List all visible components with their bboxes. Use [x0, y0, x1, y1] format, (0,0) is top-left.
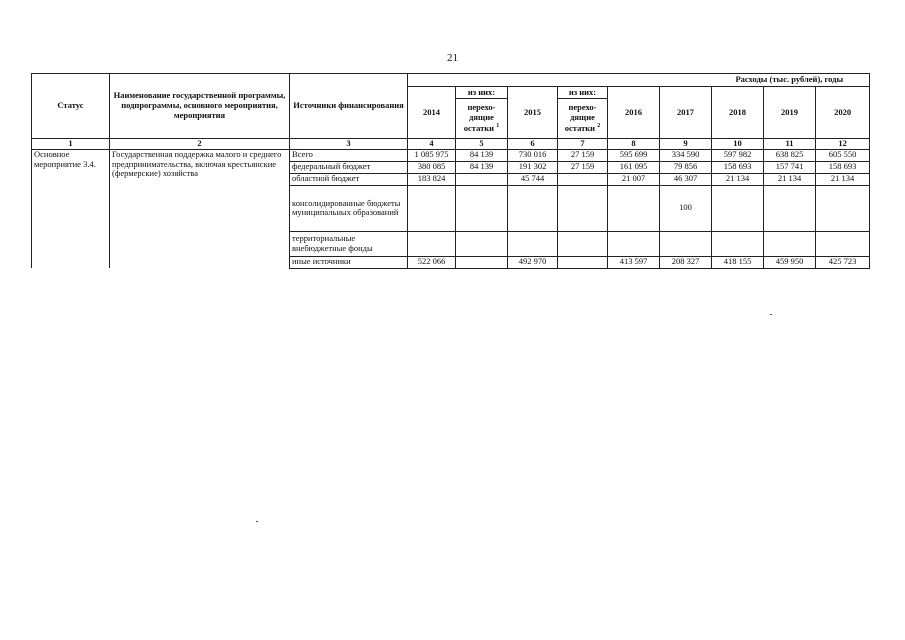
value-cell	[408, 231, 456, 256]
header-name: Наименование государственной программы, подпрограммы, основного мероприятия, мероприятия	[110, 74, 290, 139]
header-year-2017: 2017	[660, 87, 712, 139]
col-number: 3	[290, 139, 408, 150]
header-year-2015: 2015	[508, 87, 558, 139]
value-cell: 730 016	[508, 149, 558, 161]
value-cell: 595 699	[608, 149, 660, 161]
value-cell: 46 307	[660, 173, 712, 185]
column-numbers-row	[32, 139, 870, 150]
value-cell: 158 693	[816, 161, 870, 173]
value-cell: 1 085 975	[408, 149, 456, 161]
value-cell	[408, 185, 456, 231]
header-year-2016: 2016	[608, 87, 660, 139]
value-cell	[558, 256, 608, 268]
source-cell: территориальные внебюджетные фонды	[290, 231, 408, 256]
value-cell: 597 982	[712, 149, 764, 161]
value-cell: 413 597	[608, 256, 660, 268]
value-cell: 161 095	[608, 161, 660, 173]
value-cell: 100	[660, 185, 712, 231]
source-cell: иные источники	[290, 256, 408, 268]
header-year-2014: 2014	[408, 87, 456, 139]
col-number: 4	[408, 139, 456, 150]
header-year-2020: 2020	[816, 87, 870, 139]
value-cell: 21 007	[608, 173, 660, 185]
value-cell: 21 134	[764, 173, 816, 185]
header-status: Статус	[32, 74, 110, 139]
value-cell	[660, 231, 712, 256]
value-cell	[456, 231, 508, 256]
col-number: 8	[608, 139, 660, 150]
value-cell: 334 590	[660, 149, 712, 161]
value-cell	[816, 185, 870, 231]
value-cell	[558, 173, 608, 185]
header-year-2019: 2019	[764, 87, 816, 139]
header-of-which-2: из них:	[558, 87, 608, 99]
value-cell: 208 327	[660, 256, 712, 268]
value-cell: 380 085	[408, 161, 456, 173]
value-cell: 45 744	[508, 173, 558, 185]
col-number: 10	[712, 139, 764, 150]
col-number: 6	[508, 139, 558, 150]
value-cell	[816, 231, 870, 256]
record-status: Основное мероприятие 3.4.	[32, 149, 110, 268]
value-cell	[456, 173, 508, 185]
source-cell: консолидированные бюджеты муниципальных образований	[290, 185, 408, 231]
col-number: 2	[110, 139, 290, 150]
header-year-2018: 2018	[712, 87, 764, 139]
col-number: 9	[660, 139, 712, 150]
header-carryover-2: перехо-дящие остатки $^2$	[558, 99, 608, 139]
page-number: 21	[447, 52, 458, 64]
source-cell: областной бюджет	[290, 173, 408, 185]
value-cell	[558, 231, 608, 256]
value-cell	[712, 231, 764, 256]
value-cell: 425 723	[816, 256, 870, 268]
value-cell: 27 159	[558, 161, 608, 173]
scan-speck	[770, 314, 772, 315]
record-name: Государственная поддержка малого и среднего предпринимательства, включая крестьянские (фермерские) хозяйства	[110, 149, 290, 268]
value-cell	[508, 185, 558, 231]
value-cell: 492 970	[508, 256, 558, 268]
value-cell: 605 550	[816, 149, 870, 161]
value-cell: 418 155	[712, 256, 764, 268]
value-cell	[764, 185, 816, 231]
source-cell: федеральный бюджет	[290, 161, 408, 173]
value-cell: 191 302	[508, 161, 558, 173]
expenses-table	[31, 73, 870, 269]
value-cell: 84 139	[456, 161, 508, 173]
col-number: 7	[558, 139, 608, 150]
scan-speck	[256, 521, 258, 522]
value-cell	[558, 185, 608, 231]
value-cell	[456, 185, 508, 231]
header-expenses: Расходы (тыс. рублей), годы	[408, 74, 870, 87]
value-cell: 84 139	[456, 149, 508, 161]
header-carryover-1: перехо-дящие остатки $^1$	[456, 99, 508, 139]
table-row	[32, 149, 870, 161]
col-number: 1	[32, 139, 110, 150]
value-cell: 183 824	[408, 173, 456, 185]
value-cell	[608, 185, 660, 231]
value-cell	[608, 231, 660, 256]
col-number: 11	[764, 139, 816, 150]
value-cell	[764, 231, 816, 256]
value-cell: 638 825	[764, 149, 816, 161]
value-cell: 27 159	[558, 149, 608, 161]
header-of-which-1: из них:	[456, 87, 508, 99]
value-cell: 79 856	[660, 161, 712, 173]
value-cell	[508, 231, 558, 256]
value-cell: 21 134	[712, 173, 764, 185]
value-cell: 459 950	[764, 256, 816, 268]
header-source: Источники финансирования	[290, 74, 408, 139]
value-cell: 522 066	[408, 256, 456, 268]
value-cell	[712, 185, 764, 231]
value-cell: 158 693	[712, 161, 764, 173]
value-cell	[456, 256, 508, 268]
source-cell: Всего	[290, 149, 408, 161]
value-cell: 21 134	[816, 173, 870, 185]
value-cell: 157 741	[764, 161, 816, 173]
col-number: 12	[816, 139, 870, 150]
col-number: 5	[456, 139, 508, 150]
